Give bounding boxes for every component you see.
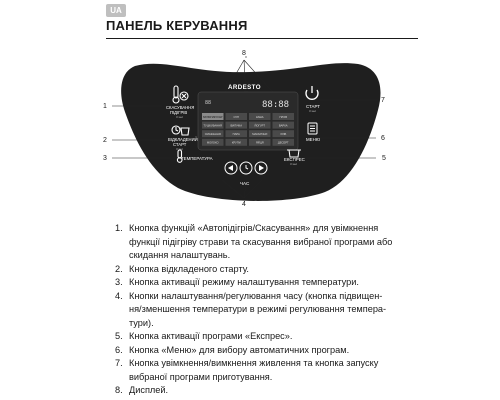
svg-text:СТАРТ: СТАРТ [306, 104, 320, 109]
callout-5: 5 [382, 155, 386, 162]
svg-text:3 sec: 3 sec [176, 115, 184, 119]
callout-6: 6 [381, 135, 385, 142]
page-title: ПАНЕЛЬ КЕРУВАННЯ [106, 18, 248, 33]
list-text-line: Кнопка увімкнення/вимкнення живлення та кнопка запуску [129, 358, 379, 368]
list-number: 1. [115, 223, 123, 233]
list-item [115, 344, 415, 358]
list-text-line: Кнопка активації програми «Експрес». [129, 331, 293, 341]
program-label: ПАРА [232, 133, 240, 137]
list-number: 3. [115, 277, 123, 287]
list-number: 6. [115, 344, 123, 355]
program-label: ПЛОВ [279, 115, 288, 119]
svg-text:ЕКСПРЕС: ЕКСПРЕС [284, 157, 305, 162]
svg-text:ТЕМПЕРАТУРА: ТЕМПЕРАТУРА [181, 156, 213, 161]
list-number: 5. [115, 331, 123, 341]
list-text-line: Дисплей. [129, 385, 169, 395]
callout-4: 4 [242, 201, 246, 208]
program-label: ВАРКА [278, 124, 288, 128]
brand-logo: ARDESTO [228, 84, 261, 91]
callout-1: 1 [103, 103, 107, 110]
svg-text:3 sec: 3 sec [309, 109, 317, 113]
program-label: МУЛЬТИКУХАР [203, 115, 223, 119]
svg-text:МЕНЮ: МЕНЮ [306, 137, 321, 142]
svg-text:ПІДІГРІВ: ПІДІГРІВ [170, 110, 188, 115]
program-label: ЯЙЦЯ [255, 141, 264, 145]
list-text-line: вибраної програми приготування. [129, 371, 273, 382]
callout-2: 2 [103, 137, 107, 144]
list-number: 8. [115, 385, 123, 395]
list-item [115, 276, 415, 290]
svg-text:88: 88 [205, 100, 212, 106]
list-text-line: Кнопка активації режиму налаштування температури. [129, 277, 359, 287]
callout-7: 7 [381, 97, 385, 104]
list-text-line: Кнопка «Меню» для вибору автоматичних програм. [129, 344, 350, 355]
svg-text:3 sec: 3 sec [176, 147, 184, 151]
list-text-line: ня/зменшення температури в режимі регулювання темпера- [129, 304, 387, 314]
program-label: ХЛІБ [280, 133, 287, 137]
svg-text:СТАРТ: СТАРТ [173, 142, 187, 147]
list-number: 2. [115, 263, 123, 274]
program-label: ЙОГУРТ [254, 124, 265, 128]
list-text-line: Кнопки налаштування/регулювання часу (кнопка підвищен- [129, 290, 383, 301]
svg-text:3 sec: 3 sec [290, 162, 298, 166]
program-label: КРУПИ [231, 141, 241, 145]
program-label: МОЛОКО [206, 141, 219, 145]
language-badge: UA [106, 4, 126, 17]
program-label: ТУШКУВАННЯ [203, 124, 222, 128]
list-item [115, 384, 415, 398]
program-label: ДЕСЕРТ [277, 141, 289, 145]
display-screen [198, 84, 298, 150]
program-label: ВИПІЧКА [230, 124, 243, 128]
list-item [115, 357, 415, 384]
list-text-line: Кнопка відкладеного старту. [129, 263, 249, 274]
svg-text:СКАСУВАННЯ: СКАСУВАННЯ [166, 105, 195, 110]
list-item [115, 330, 415, 344]
list-number: 7. [115, 358, 123, 368]
callout-3: 3 [103, 155, 107, 162]
svg-text:ЧАС: ЧАС [240, 181, 250, 186]
svg-text:ВІДКЛАДЕНИЙ: ВІДКЛАДЕНИЙ [168, 137, 198, 142]
list-number: 4. [115, 290, 123, 301]
program-label: КАША [255, 115, 264, 119]
list-text-line: Кнопка функцій «Автопідігрів/Скасування» для увімкнення [129, 223, 379, 233]
list-text-line: тури). [129, 317, 154, 328]
list-item [115, 222, 415, 263]
program-label: МАКАРОНИ [252, 133, 268, 137]
instruction-list [115, 222, 415, 398]
callout-8: 8 [242, 50, 246, 57]
list-item [115, 263, 415, 277]
list-text-line: функції підігріву страви та скасування вибраної програми або [129, 236, 393, 247]
program-label: СУП [233, 115, 239, 119]
program-label: СМАЖЕННЯ [204, 133, 221, 137]
list-item [115, 290, 415, 331]
display-digits: 88:88 [262, 100, 290, 110]
list-text-line: скидання налаштувань. [129, 250, 231, 260]
